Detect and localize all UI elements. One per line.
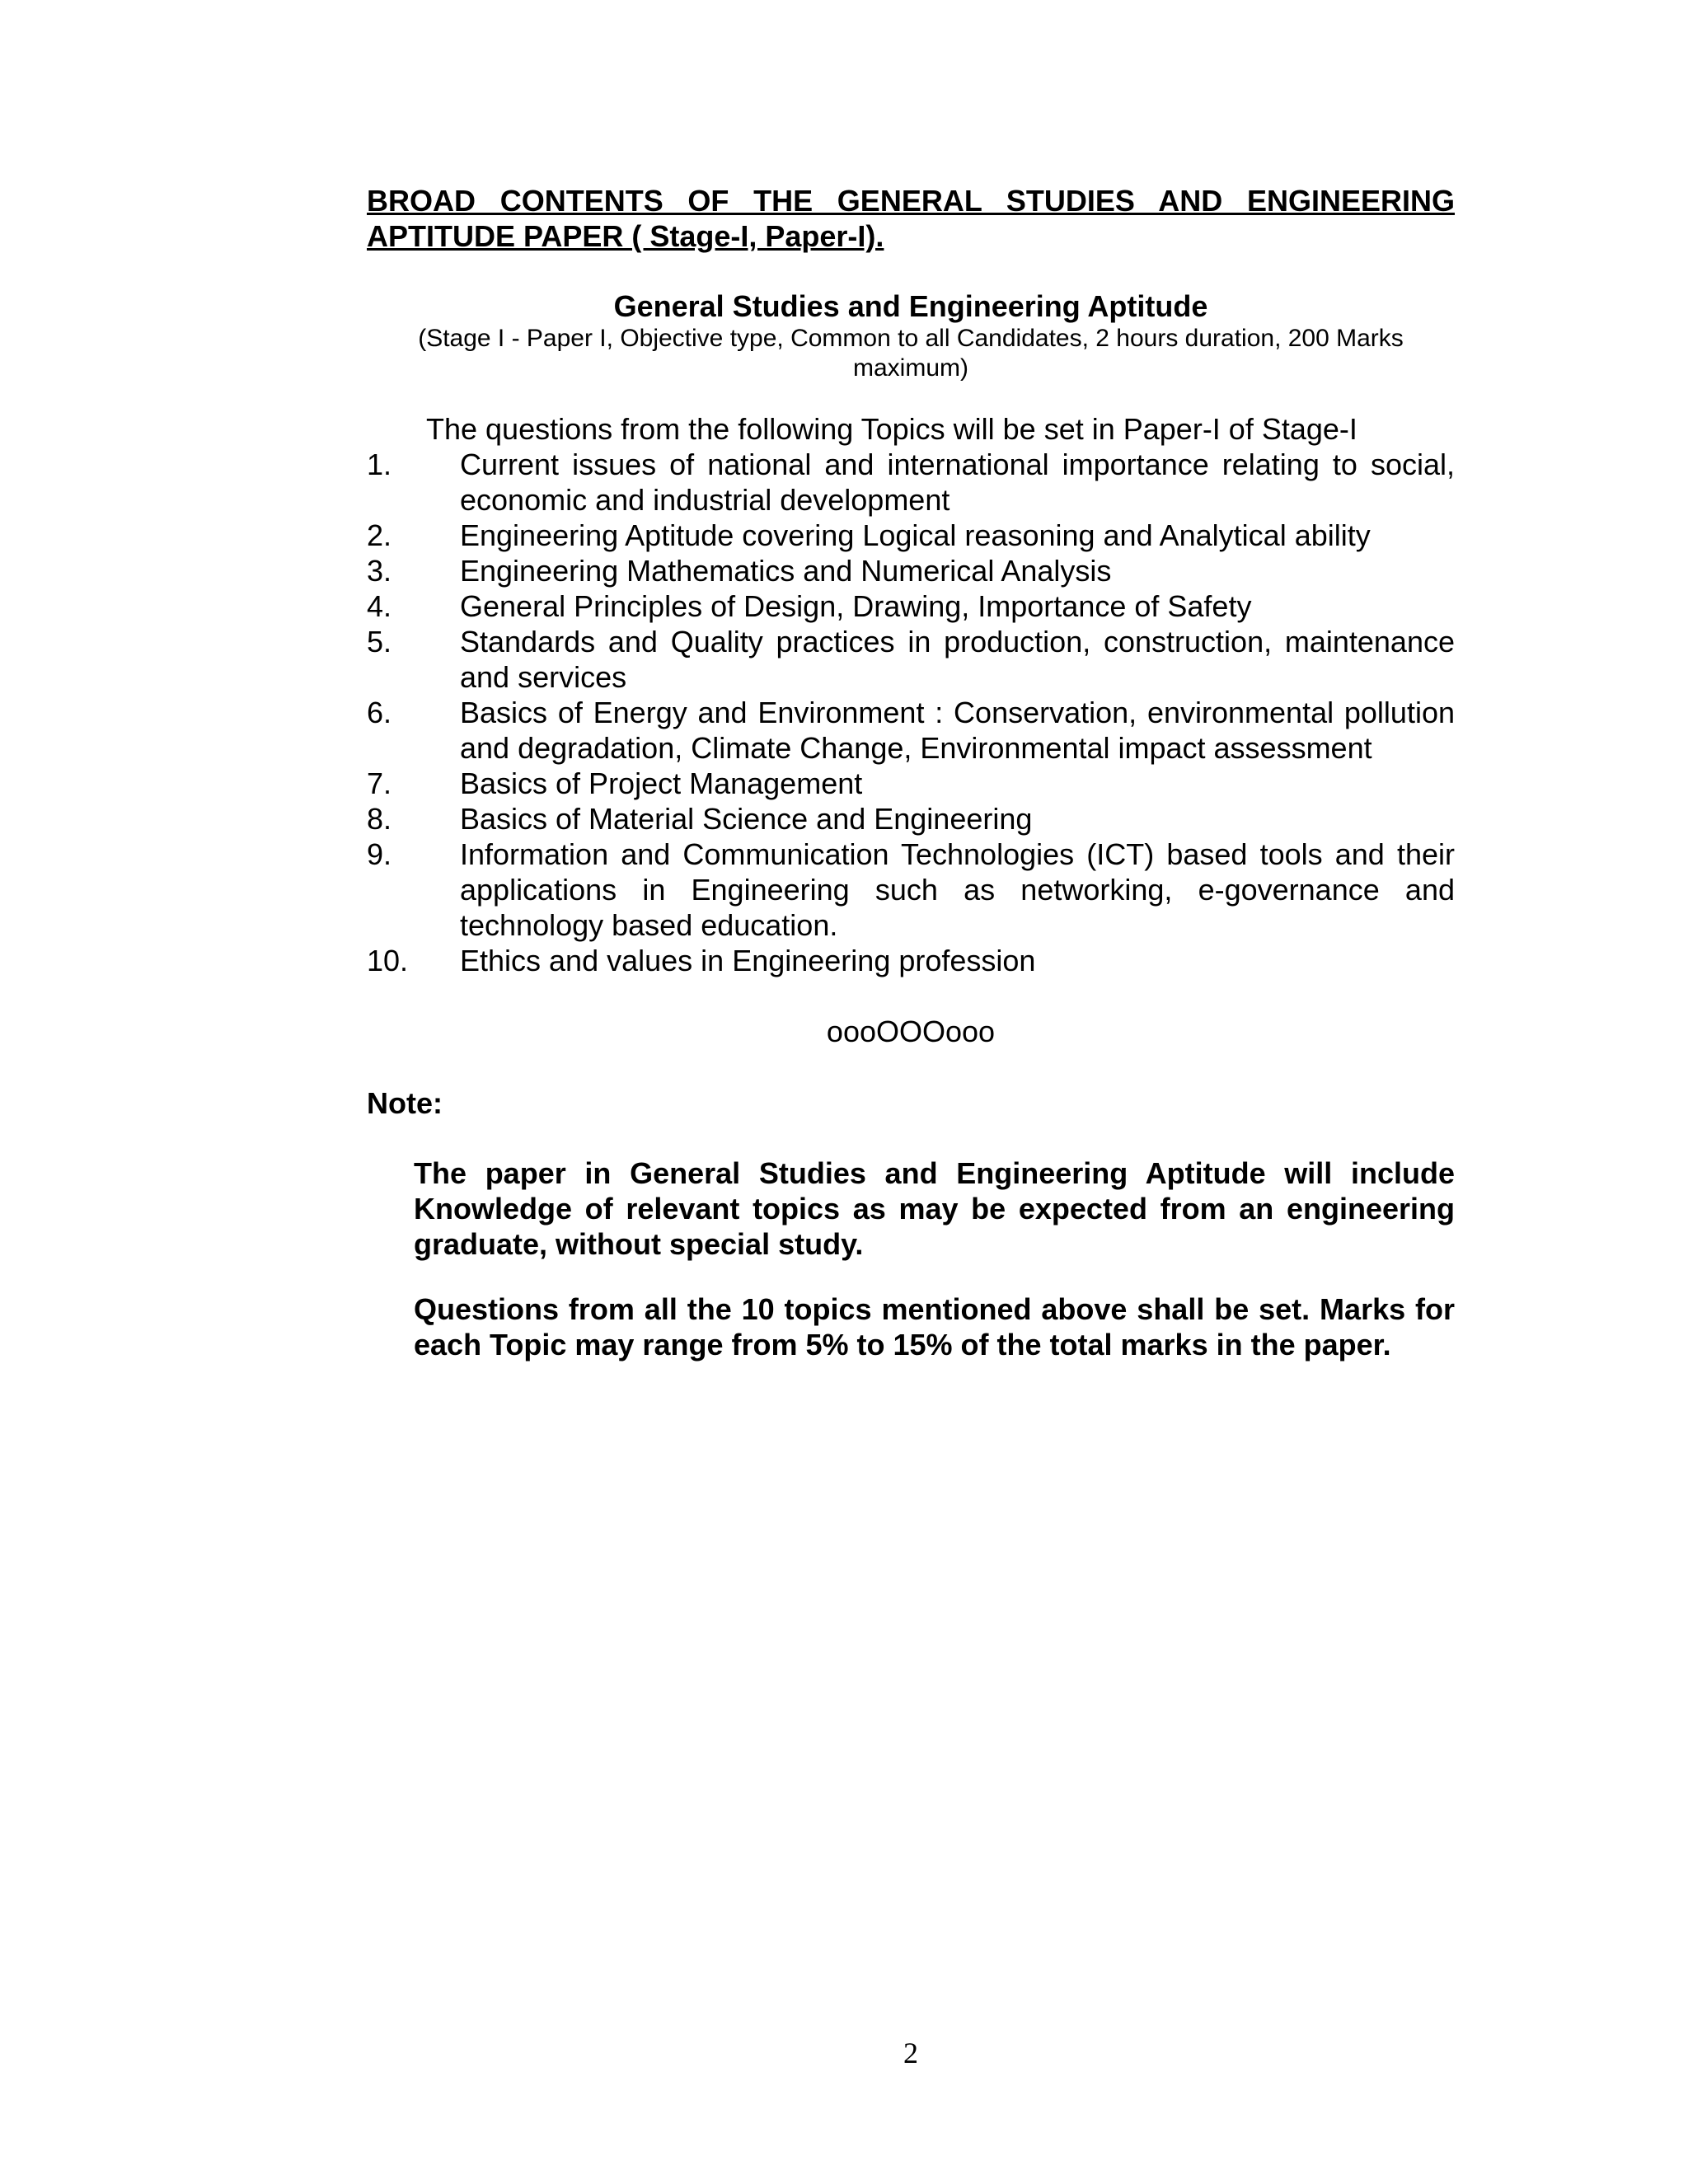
topic-number: 10. [367, 944, 409, 977]
topic-text: Engineering Mathematics and Numerical Analysis [460, 554, 1112, 588]
topic-text: Basics of Project Management [460, 766, 863, 800]
topics-intro: The questions from the following Topics will be set in Paper-I of Stage-I [426, 412, 1357, 446]
topic-text: Standards and Quality practices in production, construction, maintenance and services [460, 625, 1455, 694]
section-divider: oooOOOooo [826, 1015, 996, 1048]
topic-item [367, 943, 1455, 978]
topic-item [367, 801, 1455, 837]
topic-number: 6. [367, 696, 392, 729]
topic-text: Ethics and values in Engineering profession [460, 944, 1036, 977]
topic-item [367, 766, 1455, 801]
topic-text: General Principles of Design, Drawing, Importance of Safety [460, 589, 1252, 623]
note-paragraph: The paper in General Studies and Engineering Aptitude will include Knowledge of relevant topics as may be expected from an engineering graduate, without special study. [414, 1156, 1455, 1261]
topic-number: 1. [367, 448, 392, 481]
topic-text: Basics of Energy and Environment : Conservation, environmental pollution and degradation, Climate Change, Environmental impact assessment [460, 696, 1455, 765]
topic-item [367, 447, 1455, 518]
topic-text: Information and Communication Technologies (ICT) based tools and their applications in Engineering such as networking, e-governance and technology based education. [460, 837, 1455, 942]
document-heading: BROAD CONTENTS OF THE GENERAL STUDIES AND ENGINEERING APTITUDE PAPER ( Stage-I, Paper-I). [367, 184, 1455, 253]
note-paragraph: Questions from all the 10 topics mentioned above shall be set. Marks for each Topic may range from 5% to 15% of the total marks in the paper. [414, 1292, 1455, 1361]
topic-number: 2. [367, 518, 392, 552]
note-label: Note: [367, 1086, 443, 1120]
topics-list [367, 447, 1455, 978]
topic-text: Basics of Material Science and Engineering [460, 802, 1033, 836]
topic-item [367, 553, 1455, 588]
topic-item [367, 837, 1455, 943]
page-content [367, 183, 1455, 1392]
section-title: General Studies and Engineering Aptitude [613, 289, 1208, 323]
topic-text: Engineering Aptitude covering Logical reasoning and Analytical ability [460, 518, 1371, 552]
topic-item [367, 695, 1455, 766]
topic-number: 7. [367, 766, 392, 800]
topic-number: 9. [367, 837, 392, 871]
page-number: 2 [903, 2036, 918, 2069]
topic-item [367, 624, 1455, 695]
topic-number: 3. [367, 554, 392, 588]
topic-text: Current issues of national and international importance relating to social, economic and industrial development [460, 448, 1455, 517]
topic-number: 5. [367, 625, 392, 658]
topic-item [367, 588, 1455, 624]
topic-item [367, 518, 1455, 553]
section-caption: (Stage I - Paper I, Objective type, Common to all Candidates, 2 hours duration, 200 Marks maximum) [418, 325, 1404, 382]
topic-number: 4. [367, 589, 392, 623]
topic-number: 8. [367, 802, 392, 836]
